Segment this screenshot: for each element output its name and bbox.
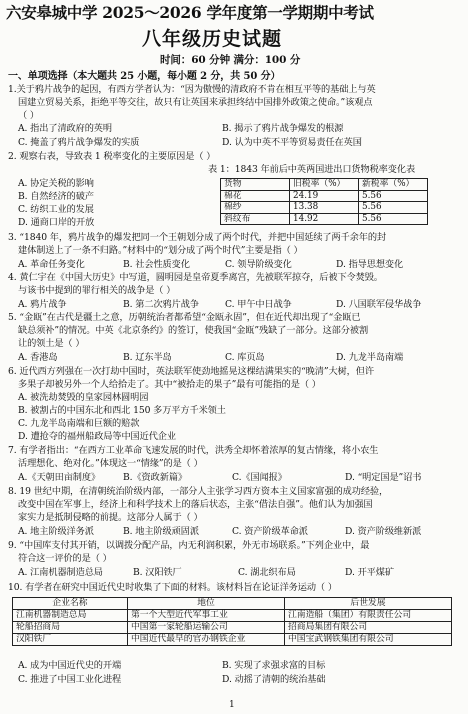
table-row xyxy=(13,622,452,634)
q3-stem-line1: 3. “1840 年，鸦片战争的爆发把同一个王朝划分成了两个时代，并把中国延续了两千余年的封 xyxy=(8,232,387,243)
q8-stem-line3: 家实力是抵制侵略的前提。这部分人属于（ ） xyxy=(18,512,203,523)
q4-stem-line2: 与该书中提到的罪行相关的战争是（ ） xyxy=(18,285,176,296)
table-row xyxy=(13,610,452,622)
q6-option-a: A. 被洗劫焚毁的皇家园林圆明园 xyxy=(18,392,149,403)
table-cell: 江南造船（集团）有限责任公司 xyxy=(285,610,452,622)
q7-option-d: D. “明定国是”诏书 xyxy=(345,472,422,483)
table-row xyxy=(221,190,428,202)
q1-option-c: C. 掩盖了鸦片战争爆发的实质 xyxy=(18,137,140,148)
table-cell: 13.38 xyxy=(290,202,359,214)
table-row xyxy=(13,634,452,646)
q3-option-a: A. 革命任务变化 xyxy=(18,259,85,270)
q10-option-a: A. 成为中国近代史的开端 xyxy=(18,660,122,671)
table-cell: 中国宝武钢铁集团有限公司 xyxy=(285,634,452,646)
q9-option-c: C. 湖北织布局 xyxy=(238,567,296,578)
q8-stem-line2: 改变中国在军事上，经济上和科学技术上的落后状态，主张“借法自强”。他们认为加强国 xyxy=(18,499,373,510)
exam-title: 六安皋城中学 2025～2026 学年度第一学期期中考试 xyxy=(6,3,374,22)
q8-option-d: D. 资产阶级维新派 xyxy=(345,526,422,537)
table-header-cell: 货物 xyxy=(221,179,290,191)
q3-option-c: C. 领导阶级变化 xyxy=(225,259,292,270)
q2-option-d: D. 通商口岸的开放 xyxy=(18,217,95,228)
table-cell: 第一个大型近代军事工业 xyxy=(128,610,285,622)
q5-option-c: C. 库页岛 xyxy=(225,352,265,363)
q9-stem-line1: 9. “中国库支付其开销，以调拨分配产品，内无利润积累，外无市场联系。”下列企业中，最 xyxy=(8,540,370,551)
q5-option-b: B. 辽东半岛 xyxy=(123,352,172,363)
table-row xyxy=(221,213,428,225)
q10-stem: 10. 有学者在研究中国近代史时收集了下面的材料。该材料旨在论证洋务运动（ ） xyxy=(8,582,337,593)
tax-rate-table xyxy=(220,178,428,225)
q10-option-b: B. 实现了求强求富的目标 xyxy=(222,660,326,671)
q10-option-c: C. 推进了中国工业化进程 xyxy=(18,674,122,685)
q10-option-d: D. 动摇了清朝的统治基础 xyxy=(222,674,326,685)
q7-option-b: B.《资政新篇》 xyxy=(123,472,187,483)
q6-option-d: D. 遭抢夺的福州船政局等中国近代企业 xyxy=(18,431,176,442)
section-heading: 一、单项选择（本大题共 25 小题，每小题 2 分，共 50 分） xyxy=(8,71,281,82)
q9-stem-line2: 符合这一评价的是（ ） xyxy=(18,553,112,564)
q5-stem-line1: 5. “金瓯”在古代是疆土之意，历朝统治者都希望“金瓯永固”，但在近代却出现了“金瓯已 xyxy=(8,312,361,323)
table-header-cell: 后世发展 xyxy=(285,598,452,610)
q2-option-c: C. 纺织工业的发展 xyxy=(18,204,94,215)
enterprise-table xyxy=(12,597,452,646)
q7-stem-line2: 活理想化、绝对化。”体现这一“情缘”的是（ ） xyxy=(18,458,203,469)
q4-option-b: B. 第二次鸦片战争 xyxy=(123,299,199,310)
q1-stem-line3: （ ） xyxy=(18,110,39,121)
q4-option-d: D. 八国联军侵华战争 xyxy=(336,299,422,310)
q2-table-caption: 表 1：1843 年前后中英两国进出口货物税率变化表 xyxy=(208,164,416,175)
q8-stem-line1: 8. 19 世纪中期，在清朝统治阶级内部，一部分人主张学习西方资本主义国家富强的成功经验， xyxy=(8,486,389,497)
q7-stem-line1: 7. 有学者指出：“在西方工业革命飞速发展的时代，洪秀全却怀着浓厚的复古情缘，将小农生 xyxy=(8,445,379,456)
q3-option-b: B. 社会性质变化 xyxy=(123,259,190,270)
q6-option-c: C. 九龙半岛南端和巨额的赔款 xyxy=(18,418,140,429)
q4-stem-line1: 4. 黄仁宇在《中国大历史》中写道，圆明园是皇帝夏季离宫，先被联军掠夺，后被下令焚毁。 xyxy=(8,272,383,283)
page-number: 1 xyxy=(229,700,235,710)
table-cell: 中国近代最早的官办钢铁企业 xyxy=(128,634,285,646)
q4-option-a: A. 鸦片战争 xyxy=(18,299,67,310)
table-cell: 汉阳铁厂 xyxy=(13,634,128,646)
q1-stem-line1: 1.关于鸦片战争的起因，有西方学者认为：“因为傲慢的清政府不肯在相互平等的基础上与英 xyxy=(8,84,376,95)
table-cell: 棉花 xyxy=(221,190,290,202)
table-header-row xyxy=(13,598,452,610)
q4-option-c: C. 甲午中日战争 xyxy=(225,299,292,310)
q7-option-a: A.《天朝田亩制度》 xyxy=(18,472,101,483)
q2-stem: 2. 观察右表，导致表 1 税率变化的主要原因是（ ） xyxy=(8,151,216,162)
q5-stem-line3: 让的领土是（ ） xyxy=(18,338,85,349)
q9-option-d: D. 开平煤矿 xyxy=(345,567,394,578)
q5-stem-line2: 缺总须补”的情况。中英《北京条约》的签订，使我国“金瓯”残缺了一部分。这部分被割 xyxy=(18,325,369,336)
table-header-cell: 旧税率（%） xyxy=(290,179,359,191)
q3-option-d: D. 指导思想变化 xyxy=(336,259,404,270)
table-header-row xyxy=(221,179,428,191)
table-cell: 招商局集团有限公司 xyxy=(285,622,452,634)
q8-option-b: B. 地主阶级顽固派 xyxy=(123,526,199,537)
table-cell: 江南机器制造总局 xyxy=(13,610,128,622)
q1-option-b: B. 揭示了鸦片战争爆发的根源 xyxy=(222,123,344,134)
q1-option-a: A. 指出了清政府的英明 xyxy=(18,123,112,134)
q1-option-d: D. 认为中英不平等贸易责任在英国 xyxy=(222,137,362,148)
q1-stem-line2: 国建立贸易关系，拒绝平等交往，故只有让英国来承担终结中国排外政策之使命。”该观点 xyxy=(18,97,373,108)
q5-option-a: A. 香港岛 xyxy=(18,352,58,363)
q8-option-c: C. 资产阶级革命派 xyxy=(232,526,308,537)
table-cell: 斜纹布 xyxy=(221,213,290,225)
table-cell: 棉纱 xyxy=(221,202,290,214)
q2-option-b: B. 自然经济的破产 xyxy=(18,191,94,202)
q2-option-a: A. 协定关税的影响 xyxy=(18,178,94,189)
table-cell: 中国第一家轮船运输公司 xyxy=(128,622,285,634)
q7-option-c: C.《国闻报》 xyxy=(232,472,287,483)
q6-stem-line2: 多果子却被另外一个人给拾走了。其中“被拾走的果子”最有可能指的是（ ） xyxy=(18,379,321,390)
q9-option-a: A. 江南机器制造总局 xyxy=(18,567,103,578)
exam-meta: 时间：60 分钟 满分：100 分 xyxy=(160,54,301,66)
table-cell: 5.56 xyxy=(359,213,428,225)
table-cell: 5.56 xyxy=(359,190,428,202)
q8-option-a: A. 地主阶级洋务派 xyxy=(18,526,94,537)
table-row xyxy=(221,202,428,214)
table-cell: 24.19 xyxy=(290,190,359,202)
q6-stem-line1: 6. 近代西方列强在一次打劫中国时，英法联军使劲地摇晃这棵结满果实的“晚清”大树，但许 xyxy=(8,366,374,377)
table-header-cell: 企业名称 xyxy=(13,598,128,610)
table-cell: 14.92 xyxy=(290,213,359,225)
exam-subtitle: 八年级历史试题 xyxy=(142,28,283,50)
table-cell: 轮船招商局 xyxy=(13,622,128,634)
table-header-cell: 地位 xyxy=(128,598,285,610)
q6-option-b: B. 被割占的中国东北和西北 150 多万平方千米领土 xyxy=(18,405,226,416)
q9-option-b: B. 汉阳铁厂 xyxy=(133,567,182,578)
q5-option-d: D. 九龙半岛南端 xyxy=(336,352,404,363)
table-cell: 5.56 xyxy=(359,202,428,214)
q3-stem-line2: 建体制送上了一条不归路。”材料中的“划分成了两个时代”主要是指（ ） xyxy=(18,245,303,256)
table-header-cell: 新税率（%） xyxy=(359,179,428,191)
